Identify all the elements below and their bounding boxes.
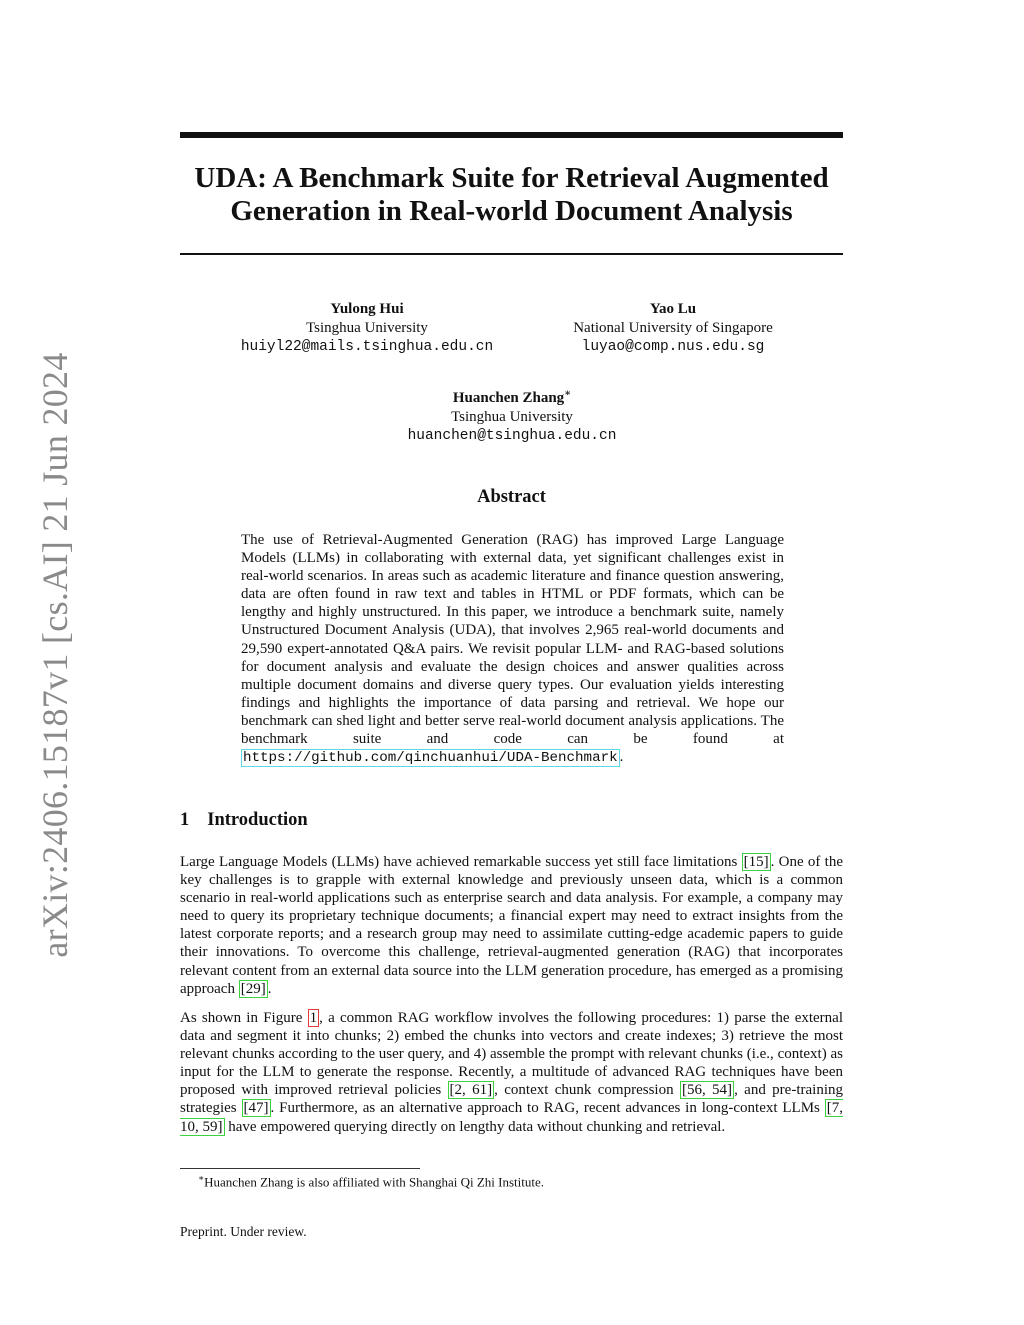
text-run: . Furthermore, as an alternative approach to RAG, recent advances in long-context LLMs — [270, 1100, 825, 1117]
text-run: , and pre-training strategies — [180, 1082, 843, 1117]
text-run: . — [267, 980, 272, 997]
citation-link[interactable]: [29] — [240, 980, 266, 997]
title-line-1: UDA: A Benchmark Suite for Retrieval Augmented — [194, 162, 829, 194]
citation-link[interactable]: [7, 10, 59] — [180, 1100, 843, 1135]
citation-link[interactable]: [56, 54] — [681, 1082, 733, 1099]
text-run: have empowered querying directly on lengthy data without chunking and retrieval. — [224, 1118, 726, 1135]
author-email[interactable]: huanchen@tsinghua.edu.cn — [407, 428, 617, 444]
title-top-rule — [180, 132, 843, 138]
author-email[interactable]: huiyl22@mails.tsinghua.edu.cn — [240, 339, 494, 355]
author-block-3 — [362, 384, 662, 446]
title-bottom-rule — [180, 253, 843, 255]
author-block-2 — [523, 300, 823, 357]
intro-paragraph-1 — [180, 853, 843, 998]
title-line-2: Generation in Real-world Document Analysis — [230, 195, 793, 227]
footnote — [198, 1173, 544, 1190]
text-run: , context chunk compression — [494, 1082, 680, 1099]
footnote-rule — [180, 1168, 420, 1169]
section-number: 1 — [180, 810, 190, 830]
author-name: Yao Lu — [649, 301, 697, 317]
citation-link[interactable]: [47] — [243, 1100, 269, 1117]
text-run: Large Language Models (LLMs) have achieved remarkable success yet still face limitations — [180, 854, 742, 870]
text-run: , a common RAG workflow involves the following procedures: 1) parse the external data and segment it into chunks; 2) embed the chunks into vectors and create indexes; 3) retrieve the most relevant chunks according to the user query, and 4) assemble the prompt with relevant chunks (i.e., context) as input for the LLM to generate the response. Recently, a multitude of advanced RAG techniques have been proposed with improved retrieval policies — [180, 1010, 844, 1099]
preprint-footer: Preprint. Under review. — [180, 1224, 307, 1239]
author-name-row — [362, 384, 662, 408]
abstract-text: The use of Retrieval-Augmented Generation (RAG) has improved Large Language Models (LLMs) in collaborating with external data, yet significant challenges exist in real-world scenarios. In areas such as academic literature and finance question answering, data are often found in raw text and tables in HTML or PDF formats, which can be lengthy and highly unstructured. In this paper, we introduce a benchmark suite, namely Unstructured Document Analysis (UDA), that involves 2,965 real-world documents and 29,590 expert-annotated Q&A pairs. We revisit popular LLM- and RAG-based solutions for document analysis and evaluate the design choices and answer qualities across multiple document domains and diverse query types. Our evaluation yields interesting findings and highlights the importance of data parsing and retrieval. We hope our benchmark can shed light and better serve real-world document analysis applications. The benchmark suite and code can be found at — [241, 532, 784, 748]
text-run: . One of the key challenges is to grapple with external knowledge and previously unseen data, which is a common scenario in real-world applications such as enterprise search and data analysis. For example, a company may need to query its proprietary technique documents; a financial expert may need to extract insights from the latest corporate reports; and a research group may need to assimilate cutting-edge academic papers to guide their innovations. To overcome this challenge, retrieval-augmented generation (RAG) that incorporates relevant content from an external data source into the LLM generation procedure, has emerged as a promising approach — [180, 854, 844, 997]
github-link[interactable]: https://github.com/qinchuanhui/UDA-Benchmark — [243, 750, 618, 767]
figure-reference-link[interactable]: 1 — [309, 1010, 318, 1026]
citation-link[interactable]: [15] — [743, 854, 769, 870]
author-email[interactable]: luyao@comp.nus.edu.sg — [581, 339, 765, 355]
footnote-text: Huanchen Zhang is also affiliated with Shanghai Qi Zhi Institute. — [204, 1174, 544, 1190]
arxiv-stamp-text: arXiv:2406.15187v1 [cs.AI] 21 Jun 2024 — [35, 352, 75, 958]
section-title: Introduction — [207, 810, 308, 830]
abstract-heading: Abstract — [477, 487, 546, 507]
abstract-end: . — [619, 749, 624, 766]
paper-title — [180, 162, 843, 228]
footnote-mark: ∗ — [198, 1173, 205, 1183]
author-affiliation: Tsinghua University — [451, 409, 573, 425]
footnote-mark[interactable]: ∗ — [564, 388, 572, 399]
author-name: Huanchen Zhang — [452, 390, 565, 406]
text-run: As shown in Figure — [180, 1010, 308, 1026]
author-name: Yulong Hui — [330, 301, 404, 317]
section-heading-introduction — [180, 810, 308, 831]
author-block-1 — [217, 300, 517, 357]
author-affiliation: Tsinghua University — [306, 320, 428, 336]
author-affiliation: National University of Singapore — [573, 320, 773, 336]
intro-paragraph-2 — [180, 1009, 843, 1136]
citation-link[interactable]: [2, 61] — [449, 1082, 493, 1099]
abstract-body — [241, 531, 784, 767]
